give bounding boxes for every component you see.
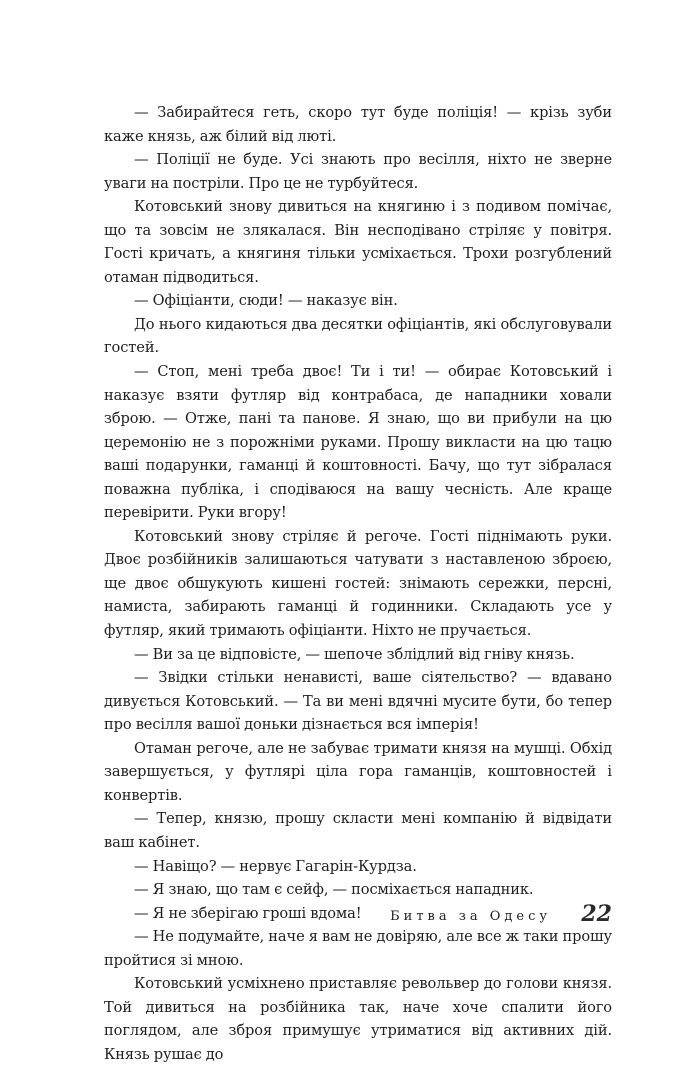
paragraph: До нього кидаються два десятки офіціантів, які обслуговували гостей. <box>104 315 612 357</box>
paragraph: Отаман регоче, але не забуває тримати князя на мушці. Обхід завершується, у футлярі ціла гора гаманців, коштовностей і конвертів. <box>104 739 612 804</box>
paragraph: — Тепер, князю, прошу скласти мені компанію й відвідати ваш кабінет. <box>104 810 612 851</box>
paragraph: — Офіціанти, сюди! — наказує він. <box>134 292 398 310</box>
paragraph: Котовський усміхнено приставляє револьвер до голови князя. Той дивиться на розбійника так, наче хоче спалити його поглядом, але зброя примушує утриматися від активних дій. Князь рушає до <box>104 975 612 1063</box>
paragraph: Котовський знову стріляє й регоче. Гості піднімають руки. Двоє розбійників залишаються чатувати з наставленою зброєю, ще двоє обшукують кишені гостей: знімають сережки, персні, намиста, забирають гаманці й годинники. Складають усе у футляр, який тримають офіціанти. Ніхто не пручається. <box>104 527 612 640</box>
paragraph: — Я знаю, що там є сейф, — посміхається нападник. <box>134 881 534 899</box>
running-title: Битва за Одесу <box>390 909 551 924</box>
paragraph: — Поліції не буде. Усі знають про весілля, ніхто не зверне уваги на постріли. Про це не турбуйтеся. <box>104 151 612 192</box>
paragraph: — Стоп, мені треба двоє! Ти і ти! — обирає Котовський і наказує взяти футляр від контрабаса, де нападники ховали зброю. — Отже, пані та панове. Я знаю, що ви прибули на цю церемонію не з порожніми руками. Прошу викласти на цю тацю ваші подарунки, гаманці й коштовності. Бачу, що тут зібралася поважна публіка, і сподіваюся на вашу чесність. Але краще перевірити. Руки вгору! <box>104 363 612 522</box>
paragraph: — Ви за це відповісте, — шепоче зблідлий від гніву князь. <box>134 645 575 663</box>
paragraph: Котовський знову дивиться на княгиню і з подивом помічає, що та зовсім не злякалася. Він несподівано стріляє у повітря. Гості кричать, а княгиня тільки усміхається. Трохи розгублений отаман підводиться. <box>104 198 612 286</box>
paragraph: — Не подумайте, наче я вам не довіряю, але все ж таки прошу пройтися зі мною. <box>104 928 612 969</box>
paragraph: — Звідки стільки ненависті, ваше сіятельство? — вдавано дивується Котовський. — Та ви мені вдячні мусите бути, бо тепер про весілля вашої доньки дізнається вся імперія! <box>104 669 612 734</box>
paragraph: — Я не зберігаю гроші вдома! <box>134 904 362 922</box>
paragraph: — Забирайтеся геть, скоро тут буде поліція! — крізь зуби каже князь, аж білий від люті. <box>104 104 612 145</box>
page-number: 22 <box>581 901 612 927</box>
page-footer <box>0 901 682 931</box>
paragraph: — Навіщо? — нервує Гагарін-Курдза. <box>134 857 417 875</box>
